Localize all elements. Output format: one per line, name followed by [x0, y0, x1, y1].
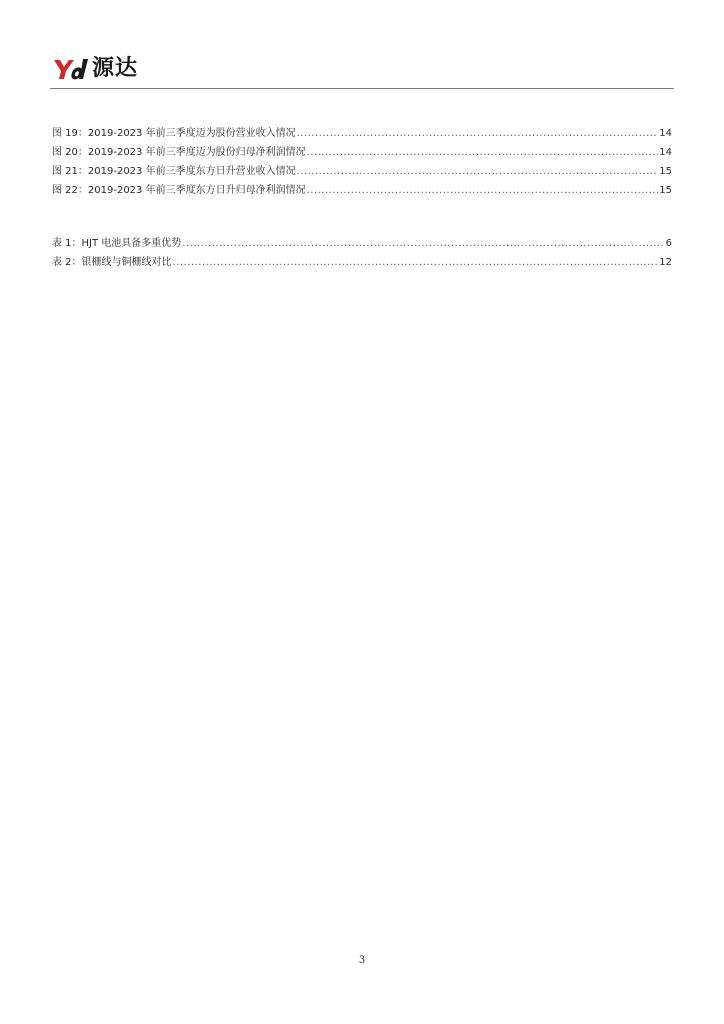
toc-entry-label: 表 1：HJT 电池具备多重优势 — [52, 238, 182, 249]
toc-dot-leader — [297, 124, 659, 143]
toc-entry-page: 12 — [659, 257, 672, 268]
toc-entry-label: 图 19：2019-2023 年前三季度迈为股份营业收入情况 — [52, 128, 296, 139]
page-number: 3 — [358, 955, 366, 966]
toc-entry-page: 15 — [659, 185, 672, 196]
toc-dot-leader — [173, 253, 659, 272]
toc-dot-leader — [307, 181, 659, 200]
toc-entry-page: 6 — [665, 238, 672, 249]
report-header — [52, 54, 138, 84]
toc-entry-figure-19[interactable] — [52, 124, 672, 143]
header-divider — [50, 88, 674, 89]
toc-dot-leader — [297, 162, 659, 181]
toc-entry-label: 图 22：2019-2023 年前三季度东方日升归母净利润情况 — [52, 185, 306, 196]
toc-entry-table-2[interactable] — [52, 253, 672, 272]
toc-entry-label: 图 20：2019-2023 年前三季度迈为股份归母净利润情况 — [52, 147, 306, 158]
toc-entry-page: 14 — [659, 128, 672, 139]
toc-entry-page: 14 — [659, 147, 672, 158]
tables-toc-list — [52, 234, 672, 272]
figures-toc-list — [52, 124, 672, 200]
toc-entry-label: 表 2：银栅线与铜栅线对比 — [52, 257, 172, 268]
toc-entry-figure-21[interactable] — [52, 162, 672, 181]
toc-entry-table-1[interactable] — [52, 234, 672, 253]
toc-entry-figure-22[interactable] — [52, 181, 672, 200]
toc-entry-figure-20[interactable] — [52, 143, 672, 162]
toc-entry-label: 图 21：2019-2023 年前三季度东方日升营业收入情况 — [52, 166, 296, 177]
yd-logo-icon — [52, 57, 90, 81]
toc-dot-leader — [182, 234, 664, 253]
brand-name: 源达 — [92, 56, 139, 81]
toc-dot-leader — [307, 143, 659, 162]
toc-entry-page: 15 — [659, 166, 672, 177]
